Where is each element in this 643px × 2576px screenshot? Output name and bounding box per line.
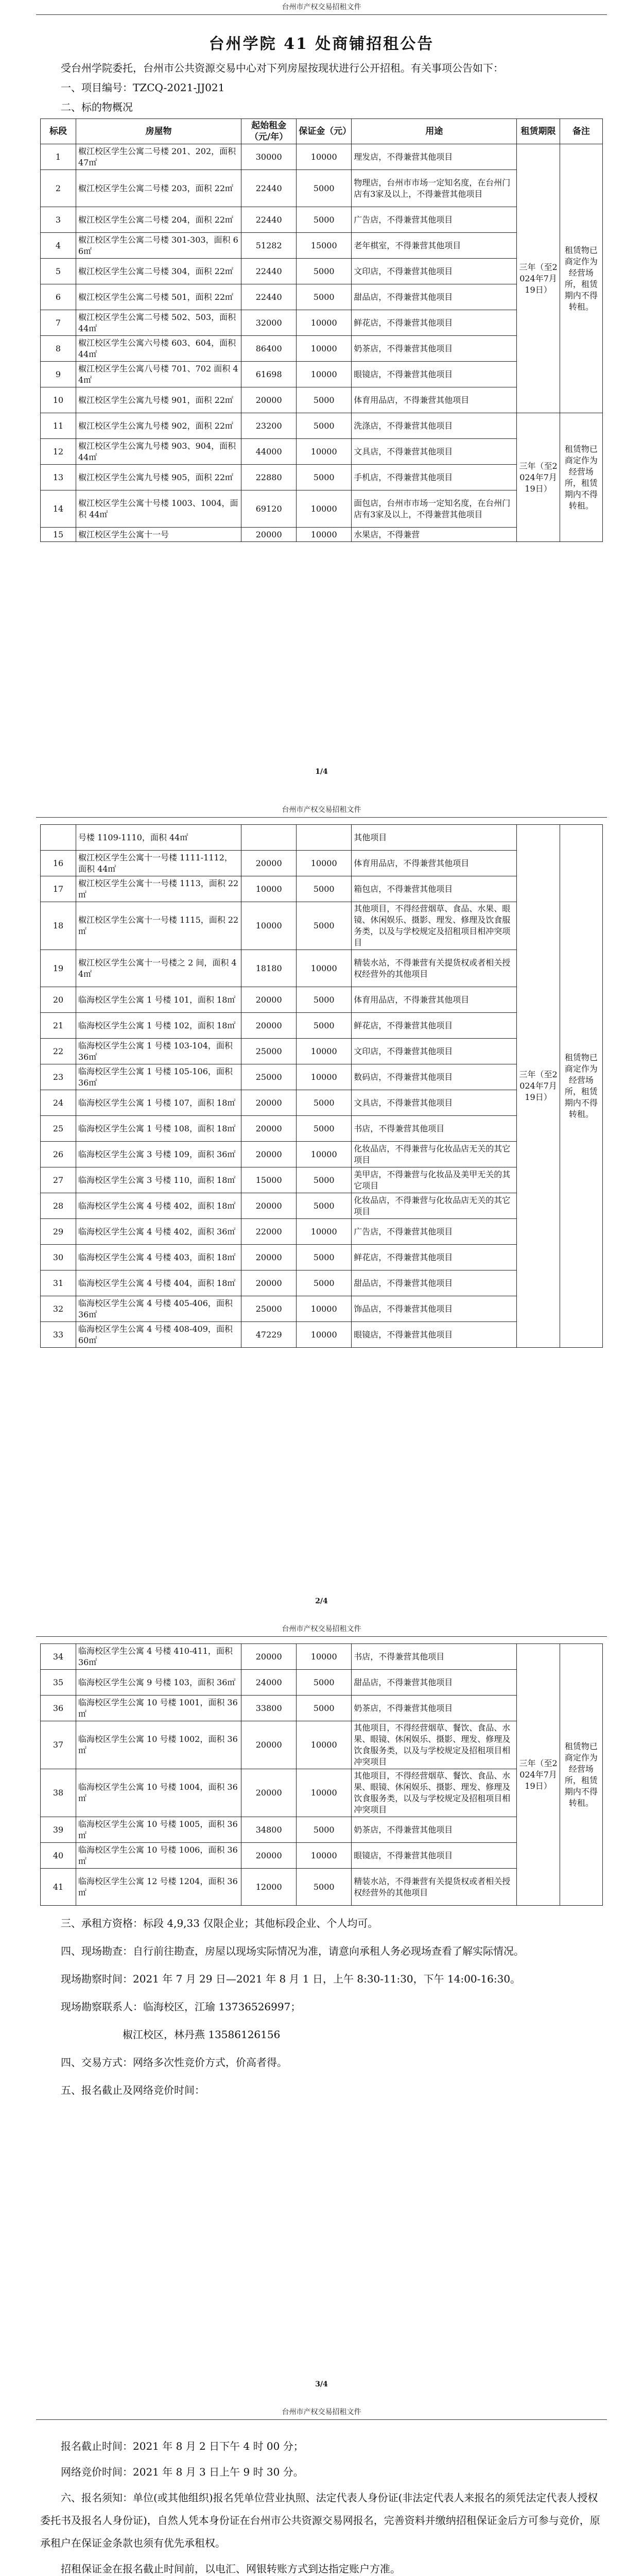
rent-cell: 86400 bbox=[241, 336, 297, 362]
deposit-cell: 5000 bbox=[297, 1245, 352, 1270]
use-cell: 鲜花店，不得兼营其他项目 bbox=[352, 1245, 517, 1270]
deposit-cell: 5000 bbox=[297, 284, 352, 310]
property-cell: 椒江校区学生公寓十一号 bbox=[76, 528, 241, 542]
deadline-heading: 五、报名截止及网络竞价时间： bbox=[61, 2084, 205, 2096]
lot-number: 11 bbox=[41, 413, 76, 439]
deposit-cell: 10000 bbox=[297, 336, 352, 362]
deposit-cell: 5000 bbox=[297, 1817, 352, 1843]
rent-cell: 25000 bbox=[241, 1296, 297, 1322]
use-cell: 文印店，不得兼营其他项目 bbox=[352, 1039, 517, 1064]
deposit-cell: 10000 bbox=[297, 1219, 352, 1245]
lot-number: 25 bbox=[41, 1116, 76, 1142]
property-cell: 临海校区学生公寓 4 号楼 405-406，面积 36㎡ bbox=[76, 1296, 241, 1322]
rent-cell: 33800 bbox=[241, 1696, 297, 1721]
inspection-time: 现场勘察时间：2021 年 7 月 29 日—2021 年 8 月 1 日，上午 8:30-11:30，下午 14:00-16:30。 bbox=[61, 1973, 521, 1985]
lot-number: 29 bbox=[41, 1219, 76, 1245]
lot-number: 9 bbox=[41, 362, 76, 387]
col-header-use: 用途 bbox=[352, 119, 517, 144]
lot-number: 15 bbox=[41, 528, 76, 542]
use-cell: 老年棋室，不得兼营其他项目 bbox=[352, 233, 517, 259]
lot-number: 8 bbox=[41, 336, 76, 362]
deposit-cell: 10000 bbox=[297, 310, 352, 336]
rent-cell: 20000 bbox=[241, 1090, 297, 1116]
lot-number: 4 bbox=[41, 233, 76, 259]
lot-number: 34 bbox=[41, 1644, 76, 1670]
deposit-cell: 5000 bbox=[297, 170, 352, 207]
lot-number: 22 bbox=[41, 1039, 76, 1064]
deposit-cell: 5000 bbox=[297, 413, 352, 439]
lot-number: 1 bbox=[41, 144, 76, 170]
use-cell: 体育用品店，不得兼营其他项目 bbox=[352, 387, 517, 413]
use-cell: 眼镜店，不得兼营其他项目 bbox=[352, 362, 517, 387]
rent-cell: 22000 bbox=[241, 1219, 297, 1245]
use-cell: 其他项目，不得经营烟草、食品、水果、眼镜、休闲娱乐、摄影、理发、修理及饮食服务类，以及与学校规定及招租项目相冲突项目 bbox=[352, 902, 517, 950]
use-cell: 奶茶店，不得兼营其他项目 bbox=[352, 1696, 517, 1721]
property-cell: 临海校区学生公寓 1 号楼 101，面积 18㎡ bbox=[76, 987, 241, 1013]
rent-cell: 20000 bbox=[241, 1843, 297, 1869]
property-cell: 临海校区学生公寓 10 号楼 1001，面积 36㎡ bbox=[76, 1696, 241, 1721]
use-cell: 奶茶店，不得兼营其他项目 bbox=[352, 1817, 517, 1843]
registration-deadline: 报名截止时间：2021 年 8 月 2 日下午 4 时 00 分； bbox=[61, 2440, 304, 2452]
lot-number: 30 bbox=[41, 1245, 76, 1270]
rent-cell: 12000 bbox=[241, 1869, 297, 1906]
use-cell: 精装水站，不得兼营有关提货权或者相关授权经营外的其他项目 bbox=[352, 1869, 517, 1906]
rent-cell: 44000 bbox=[241, 439, 297, 465]
page-header: 台州市产权交易招租文件 bbox=[36, 1, 607, 15]
property-cell: 临海校区学生公寓 4 号楼 410-411，面积 36㎡ bbox=[76, 1644, 241, 1670]
rent-cell: 20000 bbox=[241, 1193, 297, 1219]
inspection-contact-1: 现场勘察联系人：临海校区，江瑜 13736526997； bbox=[61, 2001, 301, 2013]
rent-cell: 10000 bbox=[241, 902, 297, 950]
use-cell: 眼镜店，不得兼营其他项目 bbox=[352, 1322, 517, 1348]
rent-cell: 20000 bbox=[241, 851, 297, 876]
deposit-cell: 5000 bbox=[297, 876, 352, 902]
trade-method: 四、交易方式：网络多次性竞价方式，价高者得。 bbox=[61, 2056, 287, 2069]
use-cell: 体育用品店，不得兼营其他项目 bbox=[352, 987, 517, 1013]
deposit-cell: 5000 bbox=[297, 1670, 352, 1696]
lot-number: 2 bbox=[41, 170, 76, 207]
property-cell: 椒江校区学生公寓十号楼 1003、1004，面积 44㎡ bbox=[76, 490, 241, 528]
property-cell: 临海校区学生公寓 4 号楼 408-409，面积 60㎡ bbox=[76, 1322, 241, 1348]
use-cell: 洗涤店，不得兼营其他项目 bbox=[352, 413, 517, 439]
use-cell: 其他项目，不得经营烟草、餐饮、食品、水果、眼镜、休闲娱乐、摄影、理发、修理及饮食服务类，以及与学校规定及招租项目相冲突项目 bbox=[352, 1721, 517, 1769]
use-cell: 数码店，不得兼营其他项目 bbox=[352, 1064, 517, 1090]
deposit-notes: 招租保证金在报名截止时间前，以电汇、网银转账方式到达指定账户方准。 bbox=[61, 2563, 401, 2575]
lot-table-3 bbox=[40, 1643, 603, 1906]
deposit-cell: 5000 bbox=[297, 387, 352, 413]
page-1 bbox=[0, 0, 643, 783]
property-cell: 临海校区学生公寓 3 号楼 110，面积 18㎡ bbox=[76, 1167, 241, 1193]
deposit-cell: 10000 bbox=[297, 1644, 352, 1670]
page-4 bbox=[0, 2406, 643, 2576]
property-cell: 椒江校区学生公寓二号楼 203，面积 22㎡ bbox=[76, 170, 241, 207]
lot-number: 36 bbox=[41, 1696, 76, 1721]
use-cell: 美甲店，不得兼营与化妆品及美甲无关的其它项目 bbox=[352, 1167, 517, 1193]
use-cell: 化妆品店，不得兼营与化妆品店无关的其它项目 bbox=[352, 1142, 517, 1167]
page-number: 3/4 bbox=[315, 2380, 328, 2388]
lot-number: 6 bbox=[41, 284, 76, 310]
deposit-cell: 5000 bbox=[297, 1167, 352, 1193]
property-cell: 临海校区学生公寓 4 号楼 402，面积 36㎡ bbox=[76, 1219, 241, 1245]
rent-cell: 10000 bbox=[241, 876, 297, 902]
property-cell: 临海校区学生公寓 10 号楼 1004，面积 36㎡ bbox=[76, 1769, 241, 1817]
deposit-cell: 5000 bbox=[297, 1696, 352, 1721]
lot-number: 35 bbox=[41, 1670, 76, 1696]
deposit-cell: 5000 bbox=[297, 207, 352, 233]
rent-cell: 24000 bbox=[241, 1670, 297, 1696]
intro-paragraph: 受台州学院委托，台州市公共资源交易中心对下列房屋按现状进行公开招租。有关事项公告如下： bbox=[61, 62, 503, 74]
deposit-cell: 10000 bbox=[297, 439, 352, 465]
term-cell: 三年（至2024年7月19日） bbox=[517, 413, 560, 542]
use-cell: 手机店，不得兼营其他项目 bbox=[352, 465, 517, 490]
deposit-cell: 10000 bbox=[297, 1296, 352, 1322]
deposit-cell: 5000 bbox=[297, 1116, 352, 1142]
lot-number: 13 bbox=[41, 465, 76, 490]
property-cell: 椒江校区学生公寓二号楼 501，面积 22㎡ bbox=[76, 284, 241, 310]
col-header-rent: 起始租金（元/年） bbox=[241, 119, 297, 144]
lot-number: 24 bbox=[41, 1090, 76, 1116]
property-cell: 椒江校区学生公寓八号楼 701、702 面积 44㎡ bbox=[76, 362, 241, 387]
lot-number: 41 bbox=[41, 1869, 76, 1906]
property-cell: 临海校区学生公寓 4 号楼 403，面积 18㎡ bbox=[76, 1245, 241, 1270]
lot-number: 23 bbox=[41, 1064, 76, 1090]
page-header: 台州市产权交易招租文件 bbox=[36, 2406, 607, 2420]
use-cell: 水果店，不得兼营 bbox=[352, 528, 517, 542]
term-cell: 三年（至2024年7月19日） bbox=[517, 144, 560, 413]
lot-number: 32 bbox=[41, 1296, 76, 1322]
table-row bbox=[41, 825, 603, 851]
col-header-term: 租赁期限 bbox=[517, 119, 560, 144]
property-cell: 临海校区学生公寓 3 号楼 109，面积 36㎡ bbox=[76, 1142, 241, 1167]
use-cell: 箱包店，不得兼营其他项目 bbox=[352, 876, 517, 902]
rent-cell: 34800 bbox=[241, 1817, 297, 1843]
deposit-cell: 5000 bbox=[297, 259, 352, 284]
deposit-cell: 10000 bbox=[297, 851, 352, 876]
note-cell: 租赁物已商定作为经营场所，租赁期内不得转租。 bbox=[560, 413, 602, 542]
lot-number: 14 bbox=[41, 490, 76, 528]
property-cell: 临海校区学生公寓 1 号楼 108，面积 18㎡ bbox=[76, 1116, 241, 1142]
lot-number: 20 bbox=[41, 987, 76, 1013]
use-cell: 鲜花店，不得兼营其他项目 bbox=[352, 1013, 517, 1039]
document-title: 台州学院 41 处商铺招租公告 bbox=[208, 35, 435, 53]
property-cell: 椒江校区学生公寓二号楼 204，面积 22㎡ bbox=[76, 207, 241, 233]
use-cell: 甜品店，不得兼营其他项目 bbox=[352, 284, 517, 310]
rent-cell: 22440 bbox=[241, 170, 297, 207]
rent-cell: 51282 bbox=[241, 233, 297, 259]
use-cell: 文具店，不得兼营其他项目 bbox=[352, 439, 517, 465]
lot-number: 33 bbox=[41, 1322, 76, 1348]
lot-table-1 bbox=[40, 118, 603, 542]
deposit-cell: 5000 bbox=[297, 1013, 352, 1039]
rent-cell: 18180 bbox=[241, 950, 297, 987]
deposit-cell: 10000 bbox=[297, 528, 352, 542]
lot-number: 28 bbox=[41, 1193, 76, 1219]
use-cell: 物理店，台州市市场一定知名度，在台州门店有3家及以上，不得兼营其他项目 bbox=[352, 170, 517, 207]
property-cell: 椒江校区学生公寓九号楼 901，面积 22㎡ bbox=[76, 387, 241, 413]
rent-cell: 61698 bbox=[241, 362, 297, 387]
deposit-cell: 10000 bbox=[297, 490, 352, 528]
property-cell: 临海校区学生公寓 9 号楼 103，面积 36㎡ bbox=[76, 1670, 241, 1696]
property-cell: 椒江校区学生公寓二号楼 201、202，面积 47㎡ bbox=[76, 144, 241, 170]
page-number: 1/4 bbox=[315, 768, 328, 776]
lot-number: 37 bbox=[41, 1721, 76, 1769]
property-cell: 临海校区学生公寓 1 号楼 105-106，面积 36㎡ bbox=[76, 1064, 241, 1090]
rent-cell: 20000 bbox=[241, 1013, 297, 1039]
rent-cell: 20000 bbox=[241, 1721, 297, 1769]
use-cell: 理发店，不得兼营其他项目 bbox=[352, 144, 517, 170]
lot-number: 31 bbox=[41, 1270, 76, 1296]
col-header-deposit: 保证金（元） bbox=[297, 119, 352, 144]
use-cell: 其他项目 bbox=[352, 825, 517, 851]
deposit-cell: 10000 bbox=[297, 144, 352, 170]
bidding-time: 网络竞价时间：2021 年 8 月 3 日上午 9 时 30 分。 bbox=[61, 2466, 304, 2478]
rent-cell: 20000 bbox=[241, 387, 297, 413]
deposit-cell: 10000 bbox=[297, 1843, 352, 1869]
deposit-cell: 10000 bbox=[297, 1142, 352, 1167]
use-cell: 奶茶店，不得兼营其他项目 bbox=[352, 336, 517, 362]
deposit-cell: 5000 bbox=[297, 902, 352, 950]
rent-cell: 47229 bbox=[241, 1322, 297, 1348]
rent-cell: 20000 bbox=[241, 987, 297, 1013]
property-cell: 临海校区学生公寓 12 号楼 1204，面积 36㎡ bbox=[76, 1869, 241, 1906]
deposit-cell: 10000 bbox=[297, 1322, 352, 1348]
lot-number bbox=[41, 825, 76, 851]
lot-number: 12 bbox=[41, 439, 76, 465]
lot-number: 27 bbox=[41, 1167, 76, 1193]
table-row bbox=[41, 413, 603, 439]
use-cell: 书店，不得兼营其他项目 bbox=[352, 1644, 517, 1670]
property-cell: 椒江校区学生公寓十一号楼 1115，面积 22㎡ bbox=[76, 902, 241, 950]
use-cell: 书店，不得兼营其他项目 bbox=[352, 1116, 517, 1142]
property-cell: 临海校区学生公寓 1 号楼 102，面积 18㎡ bbox=[76, 1013, 241, 1039]
lot-number: 7 bbox=[41, 310, 76, 336]
term-cell: 三年（至2024年7月19日） bbox=[517, 1644, 560, 1906]
rent-cell: 23200 bbox=[241, 413, 297, 439]
deposit-cell: 5000 bbox=[297, 1270, 352, 1296]
rent-cell: 20000 bbox=[241, 1769, 297, 1817]
use-cell: 甜品店，不得兼营其他项目 bbox=[352, 1670, 517, 1696]
page-number: 2/4 bbox=[315, 1597, 328, 1605]
property-cell: 椒江校区学生公寓九号楼 902，面积 22㎡ bbox=[76, 413, 241, 439]
lot-number: 40 bbox=[41, 1843, 76, 1869]
page-header: 台州市产权交易招租文件 bbox=[36, 804, 607, 818]
property-cell: 椒江校区学生公寓六号楼 603、604，面积 44㎡ bbox=[76, 336, 241, 362]
property-cell: 临海校区学生公寓 10 号楼 1005，面积 36㎡ bbox=[76, 1817, 241, 1843]
rent-cell: 20000 bbox=[241, 1245, 297, 1270]
col-header-item: 房屋物 bbox=[76, 119, 241, 144]
page-2 bbox=[0, 804, 643, 1613]
use-cell: 文印店，不得兼营其他项目 bbox=[352, 259, 517, 284]
rent-cell: 22440 bbox=[241, 259, 297, 284]
lot-number: 17 bbox=[41, 876, 76, 902]
inspection-contact-2: 椒江校区，林丹燕 13586126156 bbox=[123, 2028, 281, 2041]
term-cell: 三年（至2024年7月19日） bbox=[517, 825, 560, 1348]
property-cell: 椒江校区学生公寓十一号楼之 2 间，面积 44㎡ bbox=[76, 950, 241, 987]
rent-cell: 20000 bbox=[241, 1116, 297, 1142]
property-cell: 椒江校区学生公寓九号楼 905，面积 22㎡ bbox=[76, 465, 241, 490]
use-cell: 广告店，不得兼营其他项目 bbox=[352, 207, 517, 233]
rent-cell: 20000 bbox=[241, 1644, 297, 1670]
property-cell: 临海校区学生公寓 10 号楼 1006，面积 36㎡ bbox=[76, 1843, 241, 1869]
rent-cell: 20000 bbox=[241, 1270, 297, 1296]
lot-number: 21 bbox=[41, 1013, 76, 1039]
use-cell: 化妆品店，不得兼营与化妆品店无关的其它项目 bbox=[352, 1193, 517, 1219]
rent-cell: 20000 bbox=[241, 1142, 297, 1167]
deposit-cell: 10000 bbox=[297, 950, 352, 987]
property-cell: 椒江校区学生公寓十一号楼 1111-1112，面积 44㎡ bbox=[76, 851, 241, 876]
rent-cell: 25000 bbox=[241, 1064, 297, 1090]
deposit-cell: 5000 bbox=[297, 465, 352, 490]
rent-cell: 25000 bbox=[241, 1039, 297, 1064]
use-cell: 其他项目，不得经营烟草、餐饮、食品、水果、眼镜、休闲娱乐、摄影、理发、修理及饮食服务类，以及与学校规定及招租项目相冲突项目 bbox=[352, 1769, 517, 1817]
lot-number: 10 bbox=[41, 387, 76, 413]
page-header: 台州市产权交易招租文件 bbox=[36, 1623, 607, 1637]
lot-number: 26 bbox=[41, 1142, 76, 1167]
lot-number: 19 bbox=[41, 950, 76, 987]
deposit-cell: 10000 bbox=[297, 1064, 352, 1090]
property-cell: 临海校区学生公寓 4 号楼 404，面积 18㎡ bbox=[76, 1270, 241, 1296]
rent-cell: 69120 bbox=[241, 490, 297, 528]
site-inspection: 四、现场勘查：自行前往勘查，房屋以现场实际情况为准，请意向承租人务必现场查看了解实际情况。 bbox=[61, 1945, 524, 1957]
rent-cell: 22880 bbox=[241, 465, 297, 490]
section-heading-2: 二、标的物概况 bbox=[61, 101, 133, 113]
deposit-cell: 10000 bbox=[297, 1769, 352, 1817]
rent-cell bbox=[241, 825, 297, 851]
rent-cell: 32000 bbox=[241, 310, 297, 336]
property-cell: 临海校区学生公寓 1 号楼 103-104，面积 36㎡ bbox=[76, 1039, 241, 1064]
use-cell: 甜品店，不得兼营其他项目 bbox=[352, 1270, 517, 1296]
lot-number: 39 bbox=[41, 1817, 76, 1843]
use-cell: 文具店，不得兼营其他项目 bbox=[352, 1090, 517, 1116]
property-cell: 椒江校区学生公寓十一号楼 1113，面积 22㎡ bbox=[76, 876, 241, 902]
page-3 bbox=[0, 1623, 643, 2396]
lot-number: 3 bbox=[41, 207, 76, 233]
lot-table-2 bbox=[40, 824, 603, 1348]
use-cell: 眼镜店，不得兼营其他项目 bbox=[352, 1843, 517, 1869]
deposit-cell: 10000 bbox=[297, 362, 352, 387]
note-cell: 租赁物已商定作为经营场所，租赁期内不得转租。 bbox=[560, 825, 602, 1348]
use-cell: 饰品店，不得兼营其他项目 bbox=[352, 1296, 517, 1322]
property-cell: 椒江校区学生公寓九号楼 903、904，面积 44㎡ bbox=[76, 439, 241, 465]
use-cell: 鲜花店，不得兼营其他项目 bbox=[352, 310, 517, 336]
deposit-cell: 5000 bbox=[297, 1193, 352, 1219]
property-cell: 临海校区学生公寓 4 号楼 402，面积 18㎡ bbox=[76, 1193, 241, 1219]
col-header-lot: 标段 bbox=[41, 119, 76, 144]
bidder-qualification: 三、承租方资格：标段 4,9,33 仅限企业；其他标段企业、个人均可。 bbox=[61, 1917, 378, 1929]
lot-number: 18 bbox=[41, 902, 76, 950]
lot-number: 16 bbox=[41, 851, 76, 876]
rent-cell: 20000 bbox=[241, 528, 297, 542]
note-cell: 租赁物已商定作为经营场所，租赁期内不得转租。 bbox=[560, 144, 602, 413]
registration-notes: 六、报名须知：单位(或其他组织)报名凭单位营业执照、法定代表人身份证(非法定代表人来报名的须凭法定代表人授权委托书及报名人身份证)，自然人凭本身份证在台州市公共资源交易网报名，完善资料并缴纳招租保证金后方可参与竞价，原承租户在保证金条款也须有优先承租权。 bbox=[40, 2492, 600, 2549]
deposit-cell: 5000 bbox=[297, 987, 352, 1013]
deposit-cell bbox=[297, 825, 352, 851]
rent-cell: 30000 bbox=[241, 144, 297, 170]
rent-cell: 22440 bbox=[241, 207, 297, 233]
deposit-cell: 10000 bbox=[297, 1039, 352, 1064]
deposit-cell: 5000 bbox=[297, 1090, 352, 1116]
table-row bbox=[41, 144, 603, 170]
table-row bbox=[41, 1644, 603, 1670]
project-number: 一、项目编号：TZCQ-2021-JJ021 bbox=[61, 81, 225, 94]
use-cell: 精装水站，不得兼营有关提货权或者相关授权经营外的其他项目 bbox=[352, 950, 517, 987]
property-cell: 临海校区学生公寓 1 号楼 107，面积 18㎡ bbox=[76, 1090, 241, 1116]
deposit-cell: 5000 bbox=[297, 1869, 352, 1906]
note-cell: 租赁物已商定作为经营场所，租赁期内不得转租。 bbox=[560, 1644, 602, 1906]
col-header-note: 备注 bbox=[560, 119, 602, 144]
use-cell: 面包店，台州市市场一定知名度，在台州门店有3家及以上，不得兼营其他项目 bbox=[352, 490, 517, 528]
property-cell: 椒江校区学生公寓二号楼 502、503，面积 44㎡ bbox=[76, 310, 241, 336]
lot-number: 38 bbox=[41, 1769, 76, 1817]
use-cell: 体育用品店，不得兼营其他项目 bbox=[352, 851, 517, 876]
property-cell: 号楼 1109-1110，面积 44㎡ bbox=[76, 825, 241, 851]
use-cell: 广告店，不得兼营其他项目 bbox=[352, 1219, 517, 1245]
deposit-cell: 10000 bbox=[297, 1721, 352, 1769]
property-cell: 椒江校区学生公寓二号楼 304，面积 22㎡ bbox=[76, 259, 241, 284]
lot-number: 5 bbox=[41, 259, 76, 284]
rent-cell: 15000 bbox=[241, 1167, 297, 1193]
property-cell: 椒江校区学生公寓二号楼 301-303，面积 66㎡ bbox=[76, 233, 241, 259]
property-cell: 临海校区学生公寓 10 号楼 1002，面积 36㎡ bbox=[76, 1721, 241, 1769]
rent-cell: 22440 bbox=[241, 284, 297, 310]
deposit-cell: 15000 bbox=[297, 233, 352, 259]
